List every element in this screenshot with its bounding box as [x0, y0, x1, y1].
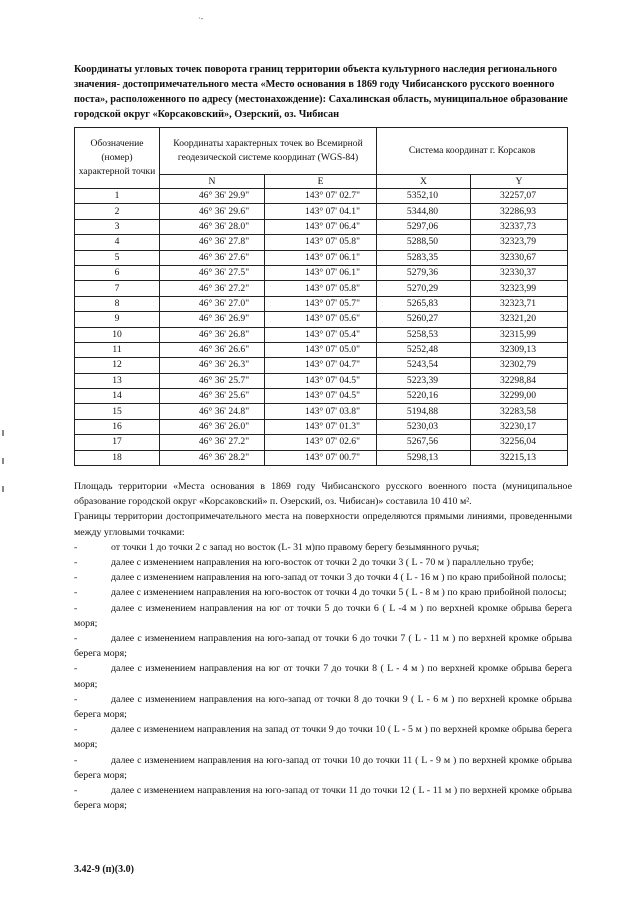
cell-y: 32323,79	[471, 235, 568, 250]
list-item	[74, 753, 572, 783]
cell-y: 32286,93	[471, 204, 568, 219]
coordinates-table	[74, 127, 568, 466]
cell-e: 143° 07' 05.7"	[265, 296, 377, 311]
document-heading: Координаты угловых точек поворота границ территории объекта культурного наследия регионального значения- достопримечательного места «Место основания в 1869 году Чибисанского русского военного поста», расположенного по адресу (местонахождение): Сахалинская область, муниципальное образование городской округ «Корсаковский», Озерский, оз. Чибисан	[74, 64, 568, 120]
cell-y: 32337,73	[471, 219, 568, 234]
cell-y: 32323,99	[471, 281, 568, 296]
cell-x: 5230,03	[377, 419, 471, 434]
cell-y: 32321,20	[471, 312, 568, 327]
cell-n: 46° 36' 26.0"	[160, 419, 265, 434]
cell-n: 46° 36' 26.6"	[160, 342, 265, 357]
cell-x: 5252,48	[377, 342, 471, 357]
boundaries-intro: Границы территории достопримечательного места на поверхности определяются прямыми линиями, проведенными между угловыми точками:	[74, 511, 572, 538]
list-item	[74, 661, 572, 691]
cell-e: 143° 07' 06.1"	[265, 250, 377, 265]
edge-mark	[2, 430, 4, 436]
table-row	[75, 404, 568, 419]
list-dash: -	[74, 602, 78, 614]
cell-e: 143° 07' 02.6"	[265, 435, 377, 450]
list-item-text: от точки 1 до точки 2 с запад но восток (L- 31 м)по правому берегу безымянного ручья;	[111, 541, 480, 553]
list-item-text: далее с изменением направления на запад от точки 9 до точки 10 ( L - 5 м ) по верхней кромке обрыва берега моря;	[74, 724, 572, 751]
table-row	[75, 342, 568, 357]
cell-point-number: 13	[75, 373, 160, 388]
list-item	[74, 722, 572, 752]
table-row	[75, 235, 568, 250]
column-header-local-system: Система координат г. Корсаков	[377, 128, 568, 175]
cell-e: 143° 07' 05.4"	[265, 327, 377, 342]
cell-n: 46° 36' 27.5"	[160, 265, 265, 280]
cell-x: 5265,83	[377, 296, 471, 311]
list-item-text: далее с изменением направления на юго-запад от точки 3 до точки 4 ( L - 16 м ) по краю прибойной полосы;	[111, 572, 567, 584]
cell-point-number: 4	[75, 235, 160, 250]
cell-point-number: 14	[75, 389, 160, 404]
cell-n: 46° 36' 27.6"	[160, 250, 265, 265]
list-item-text: далее с изменением направления на юго-запад от точки 6 до точки 7 ( L - 11 м ) по верхней кромке обрыва берега моря;	[74, 633, 572, 660]
cell-n: 46° 36' 27.8"	[160, 235, 265, 250]
edge-mark	[2, 486, 4, 492]
list-item	[74, 692, 572, 722]
list-dash: -	[74, 633, 78, 645]
list-dash: -	[74, 541, 78, 553]
cell-n: 46° 36' 26.9"	[160, 312, 265, 327]
table-row	[75, 373, 568, 388]
column-header-wgs84: Координаты характерных точек во Всемирной геодезической системе координат (WGS-84)	[160, 128, 377, 175]
table-row	[75, 281, 568, 296]
cell-point-number: 12	[75, 358, 160, 373]
cell-y: 32230,17	[471, 419, 568, 434]
cell-y: 32298,84	[471, 373, 568, 388]
list-item	[74, 585, 572, 600]
cell-point-number: 1	[75, 189, 160, 204]
cell-n: 46° 36' 26.8"	[160, 327, 265, 342]
list-item	[74, 783, 572, 813]
cell-point-number: 16	[75, 419, 160, 434]
list-item-text: далее с изменением направления на юг от точки 5 до точки 6 ( L -4 м ) по верхней кромке обрыва берега моря;	[74, 602, 572, 629]
cell-point-number: 6	[75, 265, 160, 280]
cell-point-number: 10	[75, 327, 160, 342]
cell-y: 32257,07	[471, 189, 568, 204]
cell-y: 32315,99	[471, 327, 568, 342]
cell-x: 5283,35	[377, 250, 471, 265]
list-dash: -	[74, 693, 78, 705]
cell-x: 5279,36	[377, 265, 471, 280]
table-row	[75, 358, 568, 373]
list-dash: -	[74, 754, 78, 766]
cell-e: 143° 07' 01.3"	[265, 419, 377, 434]
list-item-text: далее с изменением направления на юг от точки 7 до точки 8 ( L - 4 м ) по верхней кромке обрыва берега моря;	[74, 663, 572, 690]
cell-e: 143° 07' 05.6"	[265, 312, 377, 327]
cell-point-number: 15	[75, 404, 160, 419]
table-row	[75, 189, 568, 204]
cell-x: 5298,13	[377, 450, 471, 465]
table-row	[75, 450, 568, 465]
document-body	[74, 479, 572, 813]
cell-n: 46° 36' 26.3"	[160, 358, 265, 373]
table-row	[75, 419, 568, 434]
cell-n: 46° 36' 27.2"	[160, 281, 265, 296]
list-item-text: далее с изменением направления на юго-восток от точки 2 до точки 3 ( L - 70 м ) параллельно трубе;	[111, 557, 534, 569]
cell-y: 32256,04	[471, 435, 568, 450]
cell-e: 143° 07' 04.7"	[265, 358, 377, 373]
cell-n: 46° 36' 27.0"	[160, 296, 265, 311]
list-item	[74, 540, 572, 555]
cell-e: 143° 07' 04.5"	[265, 373, 377, 388]
cell-x: 5243,54	[377, 358, 471, 373]
list-item-text: далее с изменением направления на юго-запад от точки 8 до точки 9 ( L - 6 м ) по верхней кромке обрыва берега моря;	[74, 693, 572, 721]
cell-y: 32309,13	[471, 342, 568, 357]
edge-mark	[2, 458, 4, 464]
cell-y: 32323,71	[471, 296, 568, 311]
cell-point-number: 11	[75, 342, 160, 357]
list-item	[74, 570, 572, 585]
cell-n: 46° 36' 27.2"	[160, 435, 265, 450]
cell-x: 5194,88	[377, 404, 471, 419]
list-item-text: далее с изменением направления на юго-запад от точки 10 до точки 11 ( L - 9 м ) по верхней кромке обрыва берега моря;	[74, 754, 572, 781]
cell-x: 5297,06	[377, 219, 471, 234]
cell-x: 5260,27	[377, 312, 471, 327]
cell-n: 46° 36' 25.6"	[160, 389, 265, 404]
cell-point-number: 7	[75, 281, 160, 296]
cell-y: 32283,58	[471, 404, 568, 419]
table-header-row	[75, 128, 568, 175]
cell-x: 5344,80	[377, 204, 471, 219]
list-dash: -	[74, 785, 78, 797]
cell-e: 143° 07' 06.4"	[265, 219, 377, 234]
cell-x: 5223,39	[377, 373, 471, 388]
cell-y: 32330,67	[471, 250, 568, 265]
cell-point-number: 18	[75, 450, 160, 465]
table-row	[75, 219, 568, 234]
area-paragraph: Площадь территории «Места основания в 1869 году Чибисанского русского военного поста (муниципальное образование городской округ «Корсаковский» п. Озерский, оз. Чибисан)» составила 10 410 м².	[74, 481, 572, 508]
cell-n: 46° 36' 28.2"	[160, 450, 265, 465]
table-row	[75, 296, 568, 311]
table-row	[75, 435, 568, 450]
cell-x: 5270,29	[377, 281, 471, 296]
cell-x: 5220,16	[377, 389, 471, 404]
column-header-number: Обозначение (номер) характерной точки	[75, 128, 160, 189]
scan-edge-marks	[2, 430, 4, 514]
subheader-n: N	[160, 175, 265, 189]
cell-e: 143° 07' 04.5"	[265, 389, 377, 404]
subheader-e: E	[265, 175, 377, 189]
list-item-text: далее с изменением направления на юго-восток от точки 4 до точки 5 ( L - 8 м ) по краю прибойной полосы;	[111, 587, 567, 599]
cell-x: 5352,10	[377, 189, 471, 204]
cell-point-number: 5	[75, 250, 160, 265]
footer-code: 3.42-9 (п)(3.0)	[74, 864, 134, 875]
table-row	[75, 204, 568, 219]
table-row	[75, 312, 568, 327]
cell-n: 46° 36' 28.0"	[160, 219, 265, 234]
table-row	[75, 265, 568, 280]
scan-mark: ·‐	[198, 14, 204, 23]
cell-x: 5258,53	[377, 327, 471, 342]
cell-e: 143° 07' 03.8"	[265, 404, 377, 419]
cell-point-number: 17	[75, 435, 160, 450]
list-dash: -	[74, 557, 78, 569]
cell-y: 32215,13	[471, 450, 568, 465]
cell-point-number: 3	[75, 219, 160, 234]
list-dash: -	[74, 587, 78, 599]
cell-n: 46° 36' 29.9"	[160, 189, 265, 204]
cell-y: 32302,79	[471, 358, 568, 373]
cell-e: 143° 07' 04.1"	[265, 204, 377, 219]
table-row	[75, 327, 568, 342]
table-row	[75, 250, 568, 265]
cell-y: 32330,37	[471, 265, 568, 280]
list-item-text: далее с изменением направления на юго-запад от точки 11 до точки 12 ( L - 11 м ) по верхней кромке обрыва берега моря;	[74, 785, 572, 812]
list-item	[74, 555, 572, 570]
list-dash: -	[74, 663, 78, 675]
cell-e: 143° 07' 02.7"	[265, 189, 377, 204]
cell-n: 46° 36' 25.7"	[160, 373, 265, 388]
cell-n: 46° 36' 24.8"	[160, 404, 265, 419]
boundary-list	[74, 540, 572, 814]
cell-e: 143° 07' 05.0"	[265, 342, 377, 357]
cell-n: 46° 36' 29.6"	[160, 204, 265, 219]
cell-x: 5267,56	[377, 435, 471, 450]
cell-point-number: 8	[75, 296, 160, 311]
subheader-y: Y	[471, 175, 568, 189]
cell-e: 143° 07' 06.1"	[265, 265, 377, 280]
cell-point-number: 2	[75, 204, 160, 219]
cell-point-number: 9	[75, 312, 160, 327]
cell-e: 143° 07' 00.7"	[265, 450, 377, 465]
table-row	[75, 389, 568, 404]
list-dash: -	[74, 572, 78, 584]
cell-e: 143° 07' 05.8"	[265, 235, 377, 250]
cell-y: 32299,00	[471, 389, 568, 404]
cell-e: 143° 07' 05.8"	[265, 281, 377, 296]
subheader-x: X	[377, 175, 471, 189]
list-item	[74, 601, 572, 631]
cell-x: 5288,50	[377, 235, 471, 250]
list-dash: -	[74, 724, 78, 736]
list-item	[74, 631, 572, 661]
